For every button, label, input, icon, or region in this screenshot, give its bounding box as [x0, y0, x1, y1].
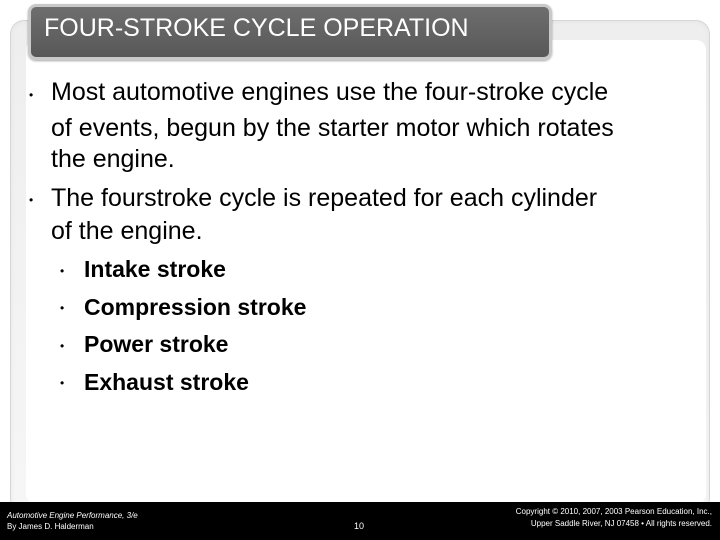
copyright-line-2: Upper Saddle River, NJ 07458 • All rights reserved.	[530, 519, 712, 528]
sub-bullet-power: Power stroke	[84, 331, 229, 357]
footer-book-info	[7, 510, 138, 532]
footer-author: By James D. Halderman	[7, 522, 94, 531]
sub-bullet-intake: Intake stroke	[84, 256, 226, 282]
sub-bullet-marker: •	[60, 264, 65, 278]
footer-book-title: Automotive Engine Performance, 3/e	[7, 511, 138, 520]
copyright-line-1: Copyright © 2010, 2007, 2003 Pearson Education, Inc.,	[515, 507, 712, 516]
sub-bullet-exhaust: Exhaust stroke	[84, 369, 249, 395]
sub-bullet-marker: •	[60, 339, 65, 353]
sub-bullet-compression: Compression stroke	[84, 294, 307, 320]
slide-title: FOUR-STROKE CYCLE OPERATION	[44, 14, 469, 42]
sub-bullet-marker: •	[60, 301, 65, 315]
bullet-1-line-2: of events, begun by the starter motor which rotates	[51, 114, 614, 142]
bullet-marker: •	[29, 88, 34, 102]
bullet-2-line-1: The fourstroke cycle is repeated for each cylinder	[51, 184, 598, 212]
bullet-1-line-3: the engine.	[51, 145, 175, 173]
sub-bullet-marker: •	[60, 376, 65, 390]
footer-copyright	[516, 506, 712, 530]
bullet-1-line-1: Most automotive engines use the four-stroke cycle	[51, 78, 609, 106]
slide-footer	[0, 502, 720, 540]
bullet-marker: •	[29, 193, 34, 207]
bullet-2-line-2: of the engine.	[51, 217, 203, 245]
page-number: 10	[354, 521, 365, 531]
